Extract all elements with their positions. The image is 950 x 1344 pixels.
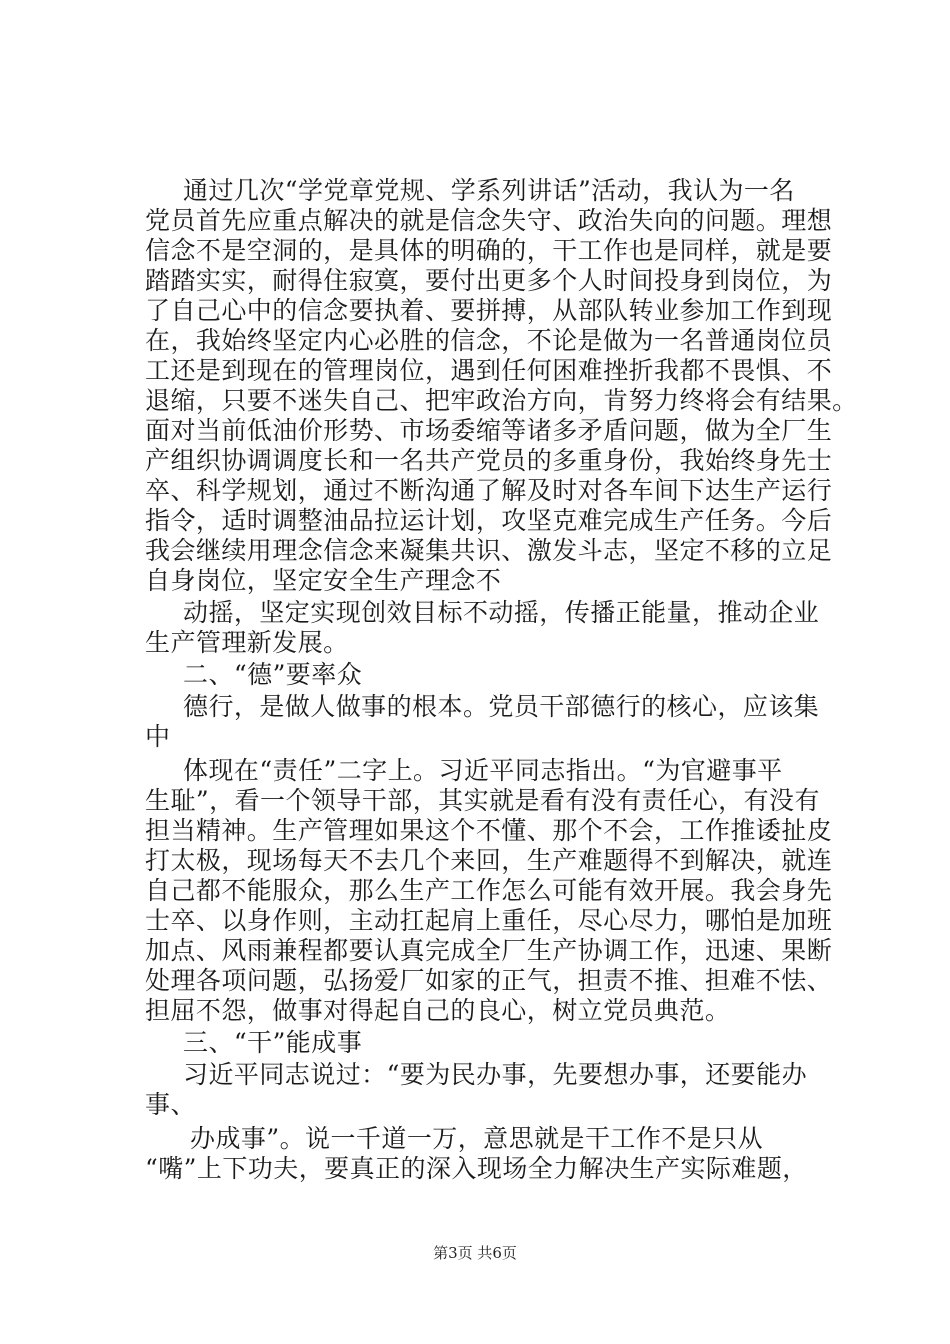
text-line: 我会继续用理念信念来凝集共识、激发斗志，坚定不移的立足 bbox=[145, 536, 833, 565]
text-line: 担当精神。生产管理如果这个不懂、那个不会，工作推诿扯皮 bbox=[145, 816, 833, 845]
text-line: 面对当前低油价形势、市场委缩等诸多矛盾问题，做为全厂生 bbox=[145, 416, 833, 445]
text-line: 退缩，只要不迷失自己、把牢政治方向，肯努力终将会有结果。 bbox=[145, 386, 858, 415]
text-line: 踏踏实实，耐得住寂寞，要付出更多个人时间投身到岗位，为 bbox=[145, 266, 833, 295]
text-line: 动摇，坚定实现创效目标不动摇，传播正能量，推动企业 bbox=[183, 598, 820, 627]
text-line: 信念不是空洞的，是具体的明确的，干工作也是同样，就是要 bbox=[145, 236, 833, 265]
text-line: 处理各项问题，弘扬爱厂如家的正气，担责不推、担难不怯、 bbox=[145, 966, 833, 995]
section-heading: 三、“干”能成事 bbox=[183, 1028, 363, 1057]
text-line: 事、 bbox=[145, 1090, 196, 1119]
text-line: 担屈不怨，做事对得起自己的良心，树立党员典范。 bbox=[145, 996, 731, 1025]
text-line: 德行，是做人做事的根本。党员干部德行的核心，应该集 bbox=[183, 692, 820, 721]
text-line: 加点、风雨兼程都要认真完成全厂生产协调工作，迅速、果断 bbox=[145, 936, 833, 965]
text-line: 士卒、以身作则，主动扛起肩上重任，尽心尽力，哪怕是加班 bbox=[145, 906, 833, 935]
text-line: 办成事”。说一千道一万，意思就是干工作不是只从 bbox=[190, 1124, 764, 1153]
text-line: 卒、科学规划，通过不断沟通了解及时对各车间下达生产运行 bbox=[145, 476, 833, 505]
text-line: 体现在“责任”二字上。习近平同志指出。“为官避事平 bbox=[183, 756, 783, 785]
text-line: 了自己心中的信念要执着、要拼搏，从部队转业参加工作到现 bbox=[145, 296, 833, 325]
text-line: 产组织协调调度长和一名共产党员的多重身份，我始终身先士 bbox=[145, 446, 833, 475]
text-line: 打太极，现场每天不去几个来回，生产难题得不到解决，就连 bbox=[145, 846, 833, 875]
text-line: 自身岗位，坚定安全生产理念不 bbox=[145, 566, 502, 595]
text-line: 自己都不能服众，那么生产工作怎么可能有效开展。我会身先 bbox=[145, 876, 833, 905]
section-heading: 二、“德”要率众 bbox=[183, 660, 363, 689]
text-line: 在，我始终坚定内心必胜的信念，不论是做为一名普通岗位员 bbox=[145, 326, 833, 355]
text-line: 生产管理新发展。 bbox=[145, 628, 349, 657]
text-line: 通过几次“学党章党规、学系列讲话”活动，我认为一名 bbox=[183, 176, 795, 205]
text-line: 工还是到现在的管理岗位，遇到任何困难挫折我都不畏惧、不 bbox=[145, 356, 833, 385]
text-line: “嘴”上下功夫，要真正的深入现场全力解决生产实际难题， bbox=[145, 1154, 808, 1183]
text-line: 习近平同志说过：“要为民办事，先要想办事，还要能办 bbox=[183, 1060, 808, 1089]
text-line: 中 bbox=[145, 722, 171, 751]
text-line: 党员首先应重点解决的就是信念失守、政治失向的问题。理想 bbox=[145, 206, 833, 235]
text-line: 生耻”，看一个领导干部，其实就是看有没有责任心，有没有 bbox=[145, 786, 820, 815]
text-line: 指令，适时调整油品拉运计划，攻坚克难完成生产任务。今后 bbox=[145, 506, 833, 535]
page-number: 第3页 共6页 bbox=[433, 1244, 517, 1262]
